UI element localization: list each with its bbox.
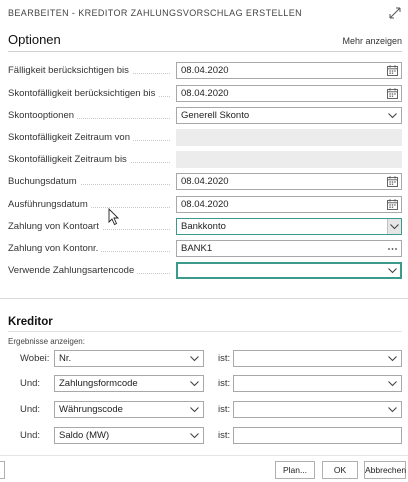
- filter-field-value: Nr.: [59, 353, 72, 364]
- field-label: Zahlung von Kontoart: [8, 221, 102, 232]
- date-field[interactable]: [176, 85, 402, 102]
- filter-value-input[interactable]: [233, 375, 402, 392]
- select-field[interactable]: [176, 107, 402, 124]
- chevron-down-icon: [389, 221, 400, 232]
- field-label: Skontofälligkeit berücksichtigen bis: [8, 88, 158, 99]
- chevron-down-icon[interactable]: [189, 404, 200, 415]
- lookup-field[interactable]: [176, 240, 402, 257]
- field-value: 08.04.2020: [181, 65, 229, 76]
- filter-field-select[interactable]: [54, 427, 204, 444]
- filter-value-input[interactable]: [233, 350, 402, 367]
- field-label: Buchungsdatum: [8, 176, 80, 187]
- ist-label: ist:: [218, 430, 231, 441]
- kreditor-divider: [8, 331, 402, 332]
- filter-value-input[interactable]: [233, 427, 402, 444]
- select-field[interactable]: [176, 218, 402, 235]
- optionen-heading: Optionen: [8, 32, 61, 47]
- chevron-down-icon[interactable]: [189, 430, 200, 441]
- chevron-down-icon[interactable]: [387, 404, 398, 415]
- chevron-down-icon[interactable]: [387, 353, 398, 364]
- mouse-cursor-icon: [108, 208, 120, 226]
- field-value: BANK1: [181, 243, 213, 254]
- field-value: Generell Skonto: [181, 110, 250, 121]
- filter-field-select[interactable]: [54, 401, 204, 418]
- ist-label: ist:: [218, 404, 231, 415]
- chevron-down-icon[interactable]: [189, 378, 200, 389]
- chevron-down-icon[interactable]: [387, 265, 398, 276]
- filter-prefix-label: Und:: [20, 404, 41, 415]
- expand-icon[interactable]: [388, 6, 402, 20]
- field-label: Skontofälligkeit Zeitraum bis: [8, 154, 130, 165]
- ist-label: ist:: [218, 378, 231, 389]
- field-value: 08.04.2020: [181, 88, 229, 99]
- chevron-down-icon[interactable]: [387, 378, 398, 389]
- filter-field-value: Währungscode: [59, 404, 123, 415]
- filter-prefix-label: Und:: [20, 378, 41, 389]
- filter-field-select[interactable]: [54, 375, 204, 392]
- filter-value-input[interactable]: [233, 401, 402, 418]
- calendar-icon[interactable]: [387, 199, 398, 210]
- dialog-title: BEARBEITEN - KREDITOR ZAHLUNGSVORSCHLAG ERSTELLEN: [8, 8, 302, 18]
- select-field[interactable]: [176, 262, 402, 279]
- date-field[interactable]: [176, 62, 402, 79]
- field-label: Skontofälligkeit Zeitraum von: [8, 132, 133, 143]
- field-label: Ausführungsdatum: [8, 199, 91, 210]
- filter-field-value: Saldo (MW): [59, 430, 110, 441]
- dialog-titlebar: [0, 0, 408, 26]
- field-value: 08.04.2020: [181, 176, 229, 187]
- show-more-link[interactable]: Mehr anzeigen: [342, 36, 402, 46]
- filter-prefix-label: Und:: [20, 430, 41, 441]
- ok-button[interactable]: OK: [322, 461, 358, 479]
- field-label: Fälligkeit berücksichtigen bis: [8, 65, 132, 76]
- calendar-icon[interactable]: [387, 176, 398, 187]
- plan-button[interactable]: Plan...: [275, 461, 315, 479]
- filter-field-value: Zahlungsformcode: [59, 378, 138, 389]
- ellipsis-icon[interactable]: [387, 243, 398, 254]
- disabled-field: [176, 129, 402, 146]
- kreditor-section-header: [8, 316, 402, 332]
- date-field[interactable]: [176, 196, 402, 213]
- field-value: Bankkonto: [181, 221, 226, 232]
- footer-divider: [0, 455, 408, 456]
- field-label: Zahlung von Kontonr.: [8, 243, 101, 254]
- disabled-field: [176, 151, 402, 168]
- filter-prefix-label: Wobei:: [20, 353, 50, 364]
- results-label: Ergebnisse anzeigen:: [8, 337, 85, 346]
- filter-field-select[interactable]: [54, 350, 204, 367]
- date-field[interactable]: [176, 173, 402, 190]
- chevron-down-icon[interactable]: [387, 110, 398, 121]
- kreditor-heading: Kreditor: [8, 316, 53, 328]
- field-label: Skontooptionen: [8, 110, 77, 121]
- optionen-section-header: [8, 32, 402, 52]
- calendar-icon[interactable]: [387, 65, 398, 76]
- field-label: Verwende Zahlungsartencode: [8, 265, 137, 276]
- ist-label: ist:: [218, 353, 231, 364]
- left-edge-button[interactable]: [0, 461, 5, 479]
- dropdown-button[interactable]: [387, 219, 401, 234]
- calendar-icon[interactable]: [387, 88, 398, 99]
- field-value: 08.04.2020: [181, 199, 229, 210]
- chevron-down-icon[interactable]: [189, 353, 200, 364]
- cancel-button[interactable]: Abbrechen: [364, 461, 406, 479]
- section-divider: [0, 298, 408, 299]
